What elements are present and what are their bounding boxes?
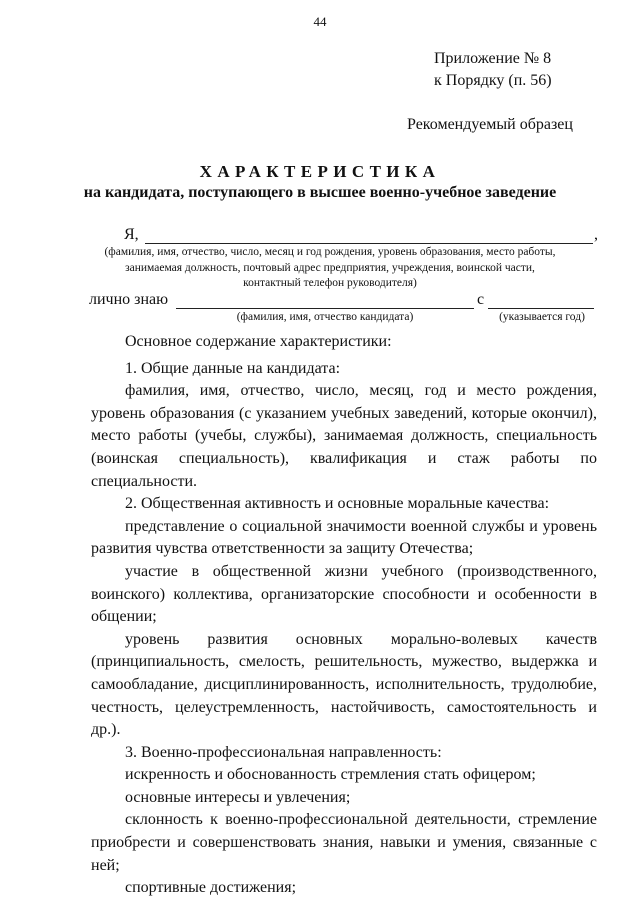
appendix-line-2: к Порядку (п. 56) (434, 72, 552, 89)
content-intro: Основное содержание характеристики: (125, 333, 392, 350)
section-2-paragraph-2: участие в общественной жизни учебного (производственного, воинского) коллектива, организаторские способности и особенности в общении; (91, 562, 597, 626)
section-2-heading: 2. Общественная активность и основные моральные качества: (125, 495, 550, 513)
section-3-paragraph-1: искренность и обоснованность стремления стать офицером; (125, 766, 536, 784)
appendix-line-1: Приложение № 8 (434, 50, 552, 67)
year-hint: (указывается год) (499, 311, 585, 323)
section-3-paragraph-2: основные интересы и увлечения; (125, 788, 351, 806)
section-2-paragraph-3: уровень развития основных морально-волевых качеств (принципиальность, смелость, решительность, мужество, выдержка и самообладание, дисциплинированность, исполнительность, трудолюбие, честность, целеустремленность, настойчивость, самостоятельность и др.). (91, 630, 597, 739)
referee-hint-line-1: (фамилия, имя, отчество, число, месяц и год рождения, уровень образования, место работы, (104, 246, 556, 258)
section-3-heading: 3. Военно-профессиональная направленность: (125, 743, 442, 761)
section-3-paragraph-3: склонность к военно-профессиональной деятельности, стремление приобрести и совершенствовать знания, навыки и умения, связанные с ней; (91, 811, 597, 874)
page-number: 44 (313, 14, 327, 29)
candidate-hint: (фамилия, имя, отчество кандидата) (236, 311, 414, 323)
referee-hint-line-2: занимаемая должность, почтовый адрес предприятия, учреждения, воинской части, (125, 262, 535, 274)
section-2-paragraph-1: представление о социальной значимости военной службы и уровень развития чувства ответственности за защиту Отечества; (91, 517, 597, 558)
section-3-paragraph-4: спортивные достижения; (125, 879, 297, 897)
characteristic-content (91, 331, 597, 900)
referee-hint-line-3: контактный телефон руководителя) (243, 277, 417, 289)
year-fill-line[interactable] (488, 308, 594, 309)
referee-fill-line[interactable] (145, 243, 593, 244)
document-subtitle: на кандидата, поступающего в высшее военно-учебное заведение (83, 184, 557, 201)
form-comma: , (594, 226, 598, 243)
form-i-label: Я, (124, 226, 139, 243)
candidate-fill-line[interactable] (176, 308, 474, 309)
section-1-text: фамилия, имя, отчество, число, месяц, год и место рождения, уровень образования (с указанием учебных заведений, которые окончил), место работы (учебы, службы), занимаемая должность, специальность (воинская специальность), квалификация и стаж работы по специальности. (91, 382, 597, 490)
section-1-heading: 1. Общие данные на кандидата: (125, 359, 341, 377)
document-title: ХАРАКТЕРИСТИКА (199, 162, 441, 181)
sample-label: Рекомендуемый образец (407, 116, 573, 133)
know-label: лично знаю (89, 291, 169, 308)
since-label: с (477, 291, 485, 308)
